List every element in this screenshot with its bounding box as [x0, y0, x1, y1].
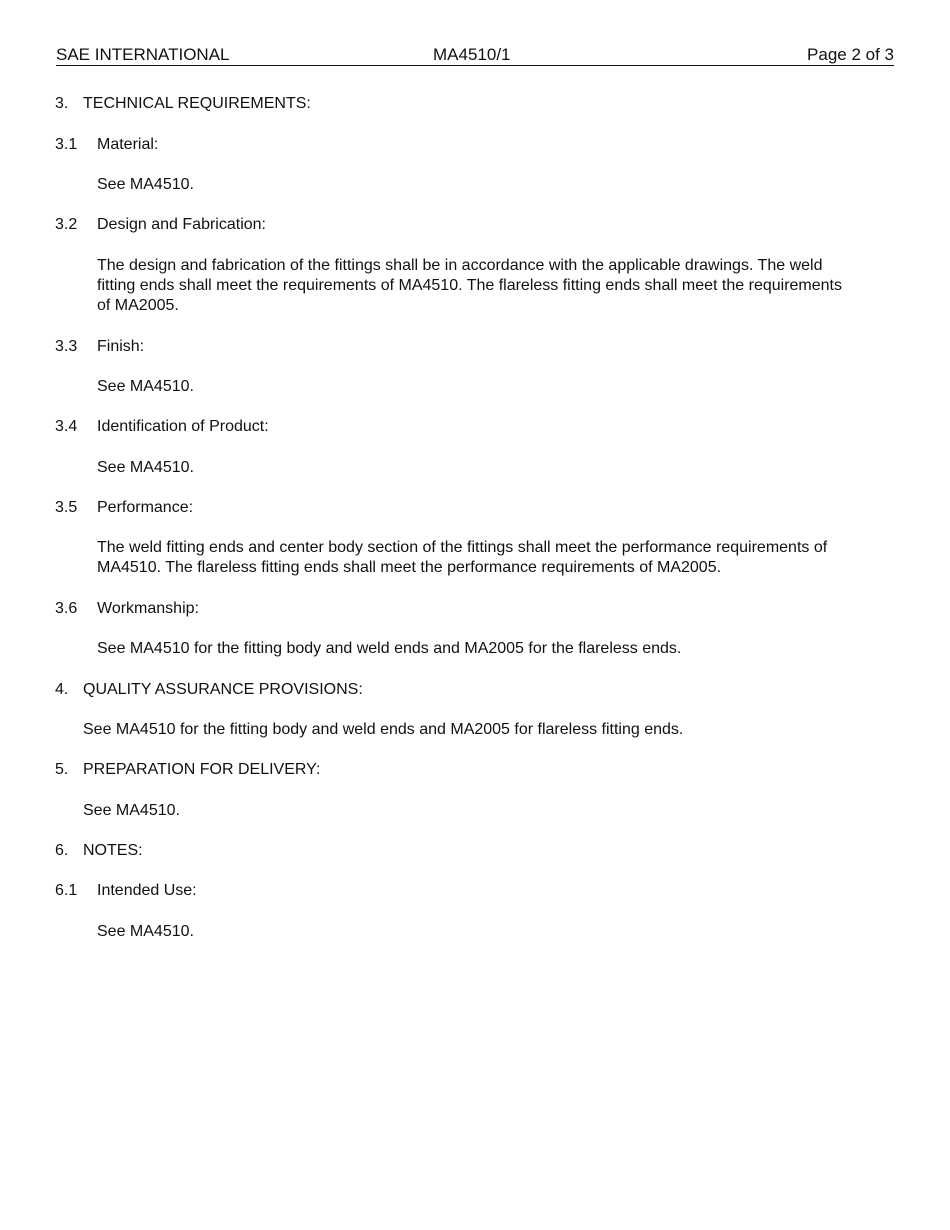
section-3-2-number: 3.2 — [55, 216, 78, 233]
section-3-4-number: 3.4 — [55, 418, 78, 435]
section-4-number: 4. — [55, 681, 69, 698]
section-3-4-body: See MA4510. — [97, 459, 194, 476]
section-3-3-body: See MA4510. — [97, 378, 194, 395]
section-6-title: NOTES: — [83, 842, 143, 859]
section-4-body: See MA4510 for the fitting body and weld ends and MA2005 for flareless fitting ends. — [83, 721, 684, 738]
section-6-1-title: Intended Use: — [97, 882, 197, 899]
section-3-1-body: See MA4510. — [97, 176, 194, 193]
section-3-3-number: 3.3 — [55, 338, 78, 355]
section-5-number: 5. — [55, 761, 69, 778]
section-3-1-number: 3.1 — [55, 136, 78, 153]
section-3-6-number: 3.6 — [55, 600, 78, 617]
header-document-id: MA4510/1 — [433, 45, 511, 64]
page-header — [56, 45, 894, 66]
section-3-4-title: Identification of Product: — [97, 418, 269, 435]
section-6-1-number: 6.1 — [55, 882, 78, 899]
section-3-title: TECHNICAL REQUIREMENTS: — [83, 95, 311, 112]
section-3-6-title: Workmanship: — [97, 600, 199, 617]
section-3-3-title: Finish: — [97, 338, 145, 355]
header-page-number: Page 2 of 3 — [807, 45, 894, 64]
section-4-title: QUALITY ASSURANCE PROVISIONS: — [83, 681, 363, 698]
section-3-5-title: Performance: — [97, 499, 194, 516]
section-3-1-title: Material: — [97, 136, 159, 153]
section-6-number: 6. — [55, 842, 69, 859]
section-3-5-body: The weld fitting ends and center body section of the fittings shall meet the performance requirements of MA4510. The flareless fitting ends shall meet the performance requirements of MA2005. — [97, 539, 828, 576]
section-6-1-body: See MA4510. — [97, 923, 194, 940]
section-3-5-number: 3.5 — [55, 499, 78, 516]
section-3-2-title: Design and Fabrication: — [97, 216, 266, 233]
section-5-body: See MA4510. — [83, 802, 180, 819]
section-3-6-body: See MA4510 for the fitting body and weld ends and MA2005 for the flareless ends. — [97, 640, 682, 657]
section-3-2-body: The design and fabrication of the fittings shall be in accordance with the applicable drawings. The weld fitting ends shall meet the requirements of MA4510. The flareless fitting ends shall meet the requirements of MA2005. — [97, 257, 842, 314]
section-3-number: 3. — [55, 95, 69, 112]
section-5-title: PREPARATION FOR DELIVERY: — [83, 761, 321, 778]
header-organization: SAE INTERNATIONAL — [56, 45, 230, 64]
